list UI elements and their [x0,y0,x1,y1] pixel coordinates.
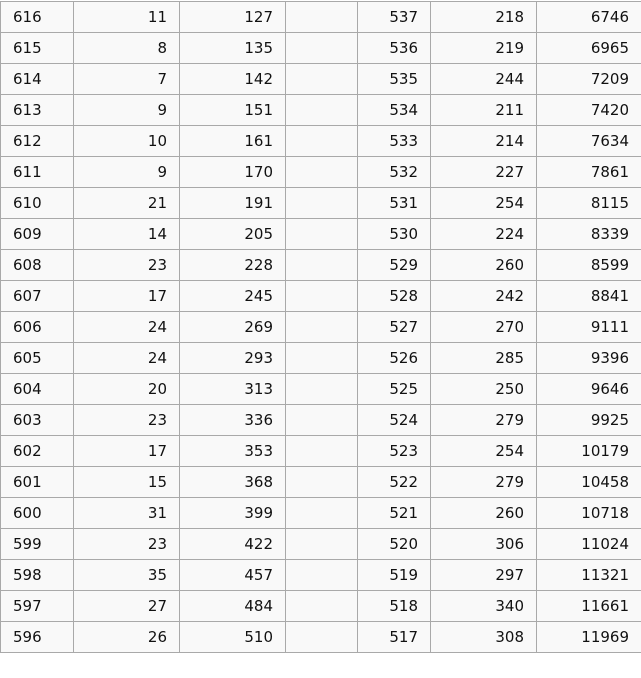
cell-col-3: 205 [180,219,286,250]
cell-col-1: 614 [1,64,74,95]
cell-col-3: 457 [180,560,286,591]
table-row [1,188,641,219]
cell-col-7: 7209 [537,64,641,95]
cell-col-1: 609 [1,219,74,250]
cell-col-7: 9646 [537,374,641,405]
empty-separator-cell [286,343,358,374]
cell-col-2: 20 [74,374,180,405]
empty-separator-cell [286,374,358,405]
cell-col-3: 161 [180,126,286,157]
cell-col-6: 340 [431,591,537,622]
cell-col-7: 8599 [537,250,641,281]
cell-col-5: 537 [358,2,431,33]
cell-col-2: 9 [74,95,180,126]
empty-separator-cell [286,529,358,560]
cell-col-1: 601 [1,467,74,498]
table-row [1,467,641,498]
cell-col-2: 17 [74,281,180,312]
cell-col-5: 520 [358,529,431,560]
empty-separator-cell [286,281,358,312]
cell-col-5: 522 [358,467,431,498]
cell-col-7: 8115 [537,188,641,219]
cell-col-7: 11969 [537,622,641,653]
cell-col-2: 21 [74,188,180,219]
cell-col-6: 270 [431,312,537,343]
cell-col-7: 9925 [537,405,641,436]
table-row [1,64,641,95]
cell-col-3: 422 [180,529,286,560]
cell-col-3: 135 [180,33,286,64]
cell-col-6: 242 [431,281,537,312]
table-row [1,343,641,374]
table-row [1,95,641,126]
cell-col-2: 11 [74,2,180,33]
cell-col-3: 151 [180,95,286,126]
cell-col-2: 15 [74,467,180,498]
cell-col-2: 10 [74,126,180,157]
empty-separator-cell [286,250,358,281]
cell-col-1: 606 [1,312,74,343]
cell-col-6: 218 [431,2,537,33]
empty-separator-cell [286,591,358,622]
cell-col-1: 605 [1,343,74,374]
cell-col-5: 531 [358,188,431,219]
cell-col-7: 6965 [537,33,641,64]
cell-col-6: 250 [431,374,537,405]
cell-col-6: 211 [431,95,537,126]
cell-col-3: 170 [180,157,286,188]
cell-col-7: 11661 [537,591,641,622]
cell-col-5: 534 [358,95,431,126]
cell-col-5: 517 [358,622,431,653]
cell-col-2: 8 [74,33,180,64]
cell-col-7: 10718 [537,498,641,529]
cell-col-1: 600 [1,498,74,529]
cell-col-3: 368 [180,467,286,498]
cell-col-5: 530 [358,219,431,250]
cell-col-1: 615 [1,33,74,64]
cell-col-6: 279 [431,405,537,436]
empty-separator-cell [286,219,358,250]
empty-separator-cell [286,33,358,64]
cell-col-6: 285 [431,343,537,374]
cell-col-6: 219 [431,33,537,64]
cell-col-2: 24 [74,312,180,343]
cell-col-2: 24 [74,343,180,374]
cell-col-6: 308 [431,622,537,653]
cell-col-1: 597 [1,591,74,622]
table-row [1,250,641,281]
cell-col-3: 127 [180,2,286,33]
empty-separator-cell [286,64,358,95]
table-row [1,498,641,529]
cell-col-1: 604 [1,374,74,405]
cell-col-5: 521 [358,498,431,529]
cell-col-2: 27 [74,591,180,622]
cell-col-3: 336 [180,405,286,436]
table-row [1,33,641,64]
empty-separator-cell [286,467,358,498]
empty-separator-cell [286,157,358,188]
cell-col-2: 23 [74,529,180,560]
table-row [1,157,641,188]
table-row [1,436,641,467]
cell-col-1: 612 [1,126,74,157]
cell-col-7: 8339 [537,219,641,250]
empty-separator-cell [286,188,358,219]
cell-col-2: 31 [74,498,180,529]
cell-col-2: 23 [74,250,180,281]
cell-col-6: 297 [431,560,537,591]
cell-col-6: 214 [431,126,537,157]
cell-col-1: 616 [1,2,74,33]
cell-col-3: 245 [180,281,286,312]
cell-col-3: 484 [180,591,286,622]
cell-col-3: 228 [180,250,286,281]
cell-col-7: 7861 [537,157,641,188]
cell-col-5: 526 [358,343,431,374]
table-row [1,529,641,560]
cell-col-7: 11321 [537,560,641,591]
cell-col-3: 399 [180,498,286,529]
table-row [1,622,641,653]
cell-col-1: 599 [1,529,74,560]
cell-col-6: 254 [431,188,537,219]
empty-separator-cell [286,622,358,653]
data-table [0,1,641,653]
cell-col-2: 26 [74,622,180,653]
cell-col-1: 610 [1,188,74,219]
empty-separator-cell [286,312,358,343]
cell-col-6: 306 [431,529,537,560]
cell-col-1: 603 [1,405,74,436]
table-row [1,374,641,405]
cell-col-7: 7634 [537,126,641,157]
table-row [1,591,641,622]
cell-col-1: 607 [1,281,74,312]
cell-col-1: 602 [1,436,74,467]
cell-col-1: 613 [1,95,74,126]
cell-col-3: 269 [180,312,286,343]
cell-col-6: 279 [431,467,537,498]
cell-col-7: 10458 [537,467,641,498]
cell-col-5: 529 [358,250,431,281]
cell-col-3: 313 [180,374,286,405]
empty-separator-cell [286,436,358,467]
cell-col-7: 7420 [537,95,641,126]
empty-separator-cell [286,95,358,126]
empty-separator-cell [286,498,358,529]
cell-col-5: 528 [358,281,431,312]
cell-col-5: 518 [358,591,431,622]
cell-col-5: 523 [358,436,431,467]
empty-separator-cell [286,2,358,33]
cell-col-3: 353 [180,436,286,467]
table-row [1,281,641,312]
table-body [1,2,641,653]
cell-col-3: 510 [180,622,286,653]
cell-col-6: 260 [431,498,537,529]
cell-col-7: 10179 [537,436,641,467]
cell-col-5: 527 [358,312,431,343]
empty-separator-cell [286,126,358,157]
cell-col-2: 9 [74,157,180,188]
cell-col-1: 596 [1,622,74,653]
cell-col-2: 17 [74,436,180,467]
cell-col-6: 244 [431,64,537,95]
empty-separator-cell [286,560,358,591]
cell-col-6: 254 [431,436,537,467]
cell-col-5: 525 [358,374,431,405]
cell-col-5: 524 [358,405,431,436]
table-row [1,219,641,250]
cell-col-3: 293 [180,343,286,374]
cell-col-2: 35 [74,560,180,591]
cell-col-7: 9111 [537,312,641,343]
cell-col-2: 14 [74,219,180,250]
cell-col-5: 533 [358,126,431,157]
cell-col-5: 532 [358,157,431,188]
table-row [1,312,641,343]
cell-col-6: 260 [431,250,537,281]
cell-col-3: 142 [180,64,286,95]
cell-col-7: 8841 [537,281,641,312]
cell-col-2: 7 [74,64,180,95]
table-row [1,405,641,436]
cell-col-6: 227 [431,157,537,188]
table-row [1,126,641,157]
cell-col-5: 519 [358,560,431,591]
cell-col-2: 23 [74,405,180,436]
cell-col-1: 611 [1,157,74,188]
cell-col-5: 536 [358,33,431,64]
cell-col-7: 6746 [537,2,641,33]
cell-col-7: 11024 [537,529,641,560]
cell-col-1: 608 [1,250,74,281]
table-row [1,2,641,33]
cell-col-6: 224 [431,219,537,250]
cell-col-5: 535 [358,64,431,95]
cell-col-7: 9396 [537,343,641,374]
cell-col-3: 191 [180,188,286,219]
empty-separator-cell [286,405,358,436]
cell-col-1: 598 [1,560,74,591]
table-row [1,560,641,591]
